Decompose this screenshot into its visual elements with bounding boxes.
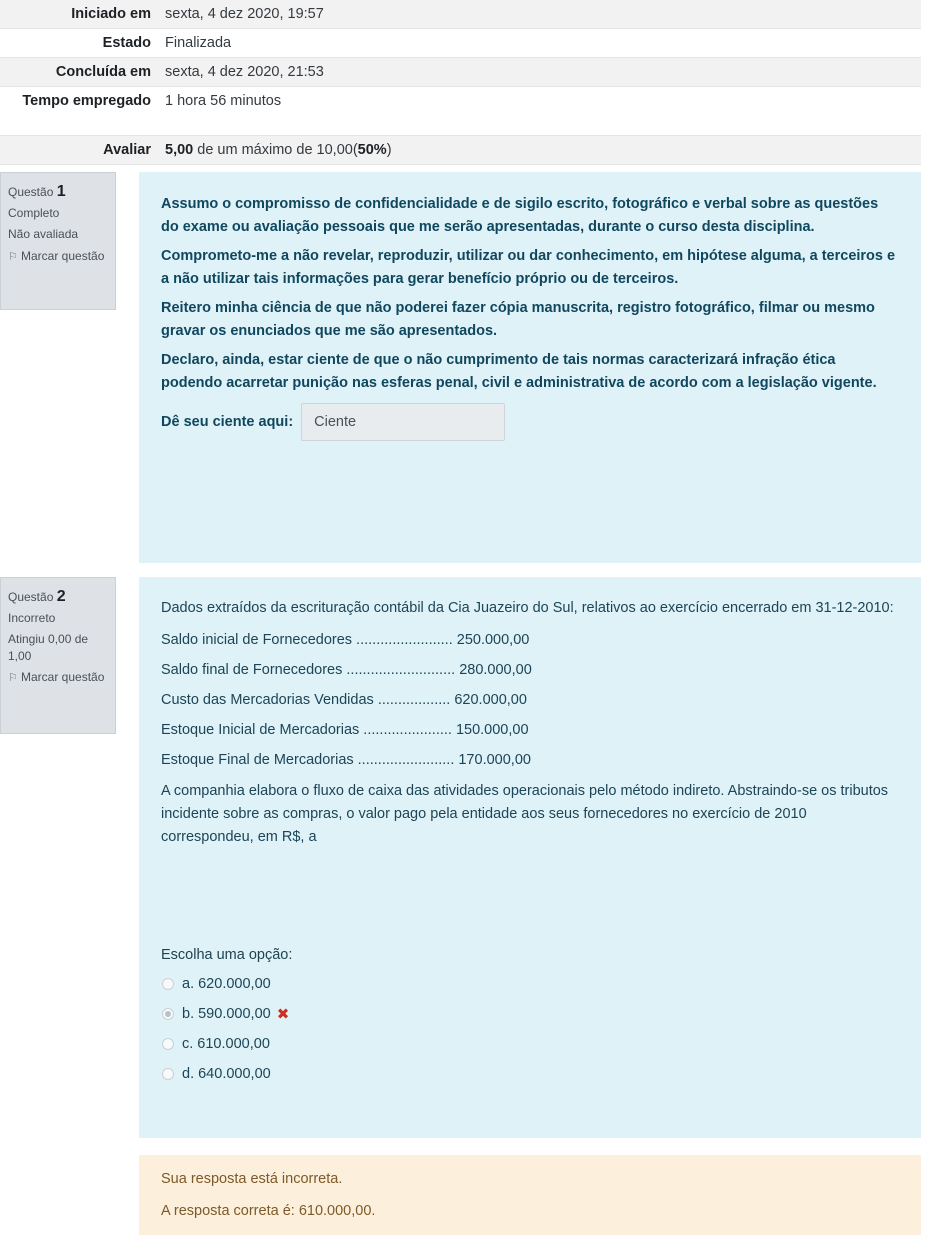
option-label: b. 590.000,00 — [182, 1006, 271, 1022]
option-a[interactable] — [161, 969, 899, 999]
option-label: a. 620.000,00 — [182, 976, 271, 992]
option-b[interactable] — [161, 999, 899, 1029]
question-1-content — [139, 172, 921, 563]
radio-button-checked[interactable] — [162, 1008, 174, 1020]
answer-row — [161, 403, 899, 441]
grade-close: ) — [386, 142, 392, 158]
q1-paragraph: Assumo o compromisso de confidencialidade e de sigilo escrito, fotográfico e verbal sobre as questões do exame ou avaliação pessoais que me serão apresentadas, durante o curso desta disciplina. — [161, 196, 879, 235]
q1-paragraph: Reitero minha ciência de que não poderei fazer cópia manuscrita, registro fotográfico, filmar ou mesmo gravar os enunciados que me são apresentados. — [161, 300, 875, 339]
summary-value: sexta, 4 dez 2020, 19:57 — [159, 0, 921, 29]
grade-percent: 50% — [357, 142, 387, 158]
summary-label: Tempo empregado — [22, 93, 151, 109]
summary-row-grade — [0, 136, 921, 165]
option-c[interactable] — [161, 1029, 899, 1059]
q2-intro: Dados extraídos da escrituração contábil da Cia Juazeiro do Sul, relativos ao exercício encerrado em 31-12-2010: — [161, 600, 894, 616]
option-d[interactable] — [161, 1059, 899, 1089]
flag-question-label: Marcar questão — [21, 249, 105, 263]
question-number-value: 1 — [56, 183, 66, 200]
q2-data-line: Estoque Inicial de Mercadorias ...................... 150.000,00 — [161, 722, 529, 738]
summary-value: 1 hora 56 minutos — [165, 93, 282, 109]
question-state: Completo — [8, 206, 60, 220]
feedback-correct-answer: A resposta correta é: 610.000,00. — [161, 1203, 376, 1219]
summary-row-started — [0, 0, 921, 29]
flag-question-link[interactable] — [8, 669, 109, 687]
summary-row-state — [0, 29, 921, 58]
question-number — [8, 181, 109, 203]
summary-row-time-taken — [0, 87, 921, 136]
answer-options — [161, 969, 899, 1089]
feedback-incorrect: Sua resposta está incorreta. — [161, 1171, 343, 1187]
summary-label: Estado — [102, 35, 151, 51]
grade-value: 5,00 — [165, 142, 194, 158]
flag-icon: ⚐ — [8, 251, 18, 263]
option-label: d. 640.000,00 — [182, 1066, 271, 1082]
radio-button[interactable] — [162, 1068, 174, 1080]
question-2-info — [0, 577, 116, 734]
q2-data-line: Saldo inicial de Fornecedores ........................ 250.000,00 — [161, 632, 530, 648]
grade-max: de um máximo de 10,00( — [197, 142, 358, 158]
attempt-summary-table — [0, 0, 921, 165]
radio-button[interactable] — [162, 1038, 174, 1050]
question-number-value: 2 — [56, 588, 66, 605]
q1-paragraph: Declaro, ainda, estar ciente de que o não cumprimento de tais normas caracterizará infração ética podendo acarretar punição nas esferas penal, civil e administrativa de acordo com a legislação vigente. — [161, 352, 877, 391]
question-1-info — [0, 172, 116, 310]
question-2-content — [139, 577, 921, 1138]
q2-data-line: Saldo final de Fornecedores ........................... 280.000,00 — [161, 662, 532, 678]
option-label: c. 610.000,00 — [182, 1036, 270, 1052]
flag-icon: ⚐ — [8, 672, 18, 684]
flag-question-label: Marcar questão — [21, 670, 105, 684]
question-label: Questão — [8, 590, 54, 604]
summary-label: Concluída em — [0, 58, 159, 87]
summary-value: sexta, 4 dez 2020, 21:53 — [159, 58, 921, 87]
summary-label: Avaliar — [0, 136, 159, 165]
answer-input[interactable] — [301, 403, 505, 441]
flag-question-link[interactable] — [8, 248, 109, 266]
summary-label: Iniciado em — [0, 0, 159, 29]
question-state: Incorreto — [8, 611, 56, 625]
radio-button[interactable] — [162, 978, 174, 990]
question-grade: Não avaliada — [8, 227, 79, 241]
question-label: Questão — [8, 185, 54, 199]
q2-data-line: Custo das Mercadorias Vendidas .................. 620.000,00 — [161, 692, 527, 708]
question-grade: Atingiu 0,00 de 1,00 — [8, 632, 89, 663]
answer-label: Dê seu ciente aqui: — [161, 414, 294, 430]
summary-row-completed — [0, 58, 921, 87]
q2-question-text: A companhia elabora o fluxo de caixa das atividades operacionais pelo método indireto. Abstraindo-se os tributos incidente sobre as compras, o valor pago pela entidade aos seus fornecedores no exercício de 2010 correspondeu, em R$, a — [161, 783, 889, 845]
q1-paragraph: Comprometo-me a não revelar, reproduzir, utilizar ou dar conhecimento, em hipótese alguma, a terceiros e a não utilizar tais informações para gerar benefício próprio ou de terceiros. — [161, 248, 896, 287]
summary-value — [159, 136, 921, 165]
summary-value: Finalizada — [165, 35, 232, 51]
question-feedback — [139, 1155, 921, 1235]
q2-data-line: Estoque Final de Mercadorias ........................ 170.000,00 — [161, 752, 531, 768]
incorrect-icon: ✖ — [276, 1006, 290, 1023]
q2-prompt: Escolha uma opção: — [161, 947, 293, 963]
question-number — [8, 586, 109, 608]
